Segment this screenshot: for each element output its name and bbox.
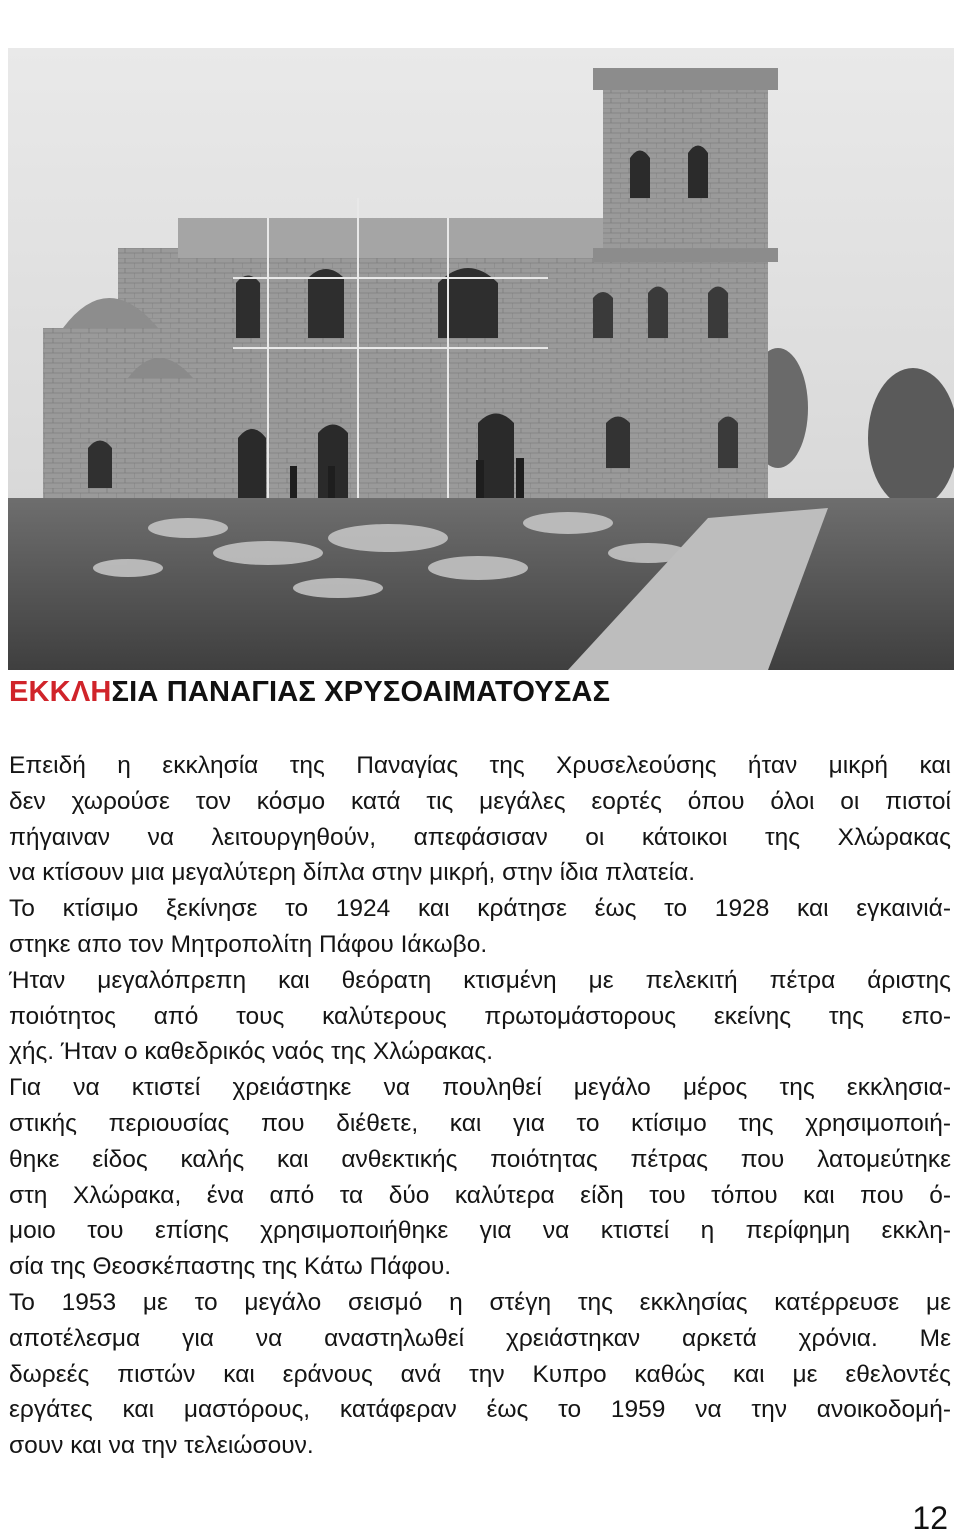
body-line: Ήταν μεγαλόπρεπη και θεόρατη κτισμένη με πελεκιτή πέτρα άριστης: [9, 966, 951, 994]
article-body: [9, 748, 951, 1464]
body-line: εργάτες και μαστόρους, κατάφεραν έως το 1959 να την ανοικοδομή-: [9, 1396, 951, 1424]
body-line: να κτίσουν μια μεγαλύτερη δίπλα στην μικρή, στην ίδια πλατεία.: [9, 859, 696, 887]
body-line: αποτέλεσμα για να αναστηλωθεί χρειάστηκαν αρκετά χρόνια. Με: [9, 1324, 951, 1352]
body-line: Για να κτιστεί χρειάστηκε να πουληθεί μεγάλο μέρος της εκκλησια-: [9, 1074, 951, 1102]
body-line: θηκε είδος καλής και ανθεκτικής ποιότητας πέτρας που λατομεύτηκε: [9, 1145, 951, 1173]
body-line: στηκε απο τον Μητροπολίτη Πάφου Ιάκωβο.: [9, 930, 488, 958]
body-line: ποιότητος από τους καλύτερους πρωτομάστορους εκείνης της επο-: [9, 1002, 951, 1030]
body-line: σία της Θεοσκέπαστης της Κάτω Πάφου.: [9, 1253, 452, 1281]
body-line: στη Χλώρακα, ένα από τα δύο καλύτερα είδη του τόπου και που ό-: [9, 1181, 951, 1209]
body-line: πήγαιναν να λειτουργηθούν, απεφάσισαν οι κάτοικοι της Χλώρακας: [9, 823, 951, 851]
body-line: σουν και να την τελειώσουν.: [9, 1432, 314, 1460]
page-number: 12: [912, 1500, 948, 1536]
body-line: στικής περιουσίας που διέθετε, και για το κτίσιμο της χρησιμοποιή-: [9, 1109, 951, 1137]
body-line: Το κτίσιμο ξεκίνησε το 1924 και κράτησε έως το 1928 και εγκαινιά-: [9, 895, 951, 923]
title-rest: ΣΙΑ ΠΑΝΑΓΙΑΣ ΧΡΥΣΟΑΙΜΑΤΟΥΣΑΣ: [111, 676, 611, 708]
body-line: μοιο του επίσης χρησιμοποιήθηκε για να κτιστεί η περίφημη εκκλη-: [9, 1217, 951, 1245]
body-line: Το 1953 με το μεγάλο σεισμό η στέγη της εκκλησίας κατέρρευσε με: [9, 1288, 951, 1316]
body-line: χής. Ήταν ο καθεδρικός ναός της Χλώρακας.: [9, 1038, 494, 1066]
body-line: Επειδή η εκκλησία της Παναγίας της Χρυσελεούσης ήταν μικρή και: [9, 752, 951, 779]
body-line: δεν χωρούσε τον κόσμο κατά τις μεγάλες εορτές όπου όλοι οι πιστοί: [9, 787, 951, 815]
church-photo: [8, 48, 954, 670]
title-highlight: ΕΚΚΛΗ: [9, 676, 112, 708]
body-line: δωρεές πιστών και εράνους ανά την Κυπρο καθώς και με εθελοντές: [9, 1360, 951, 1388]
article-title: [9, 676, 610, 709]
